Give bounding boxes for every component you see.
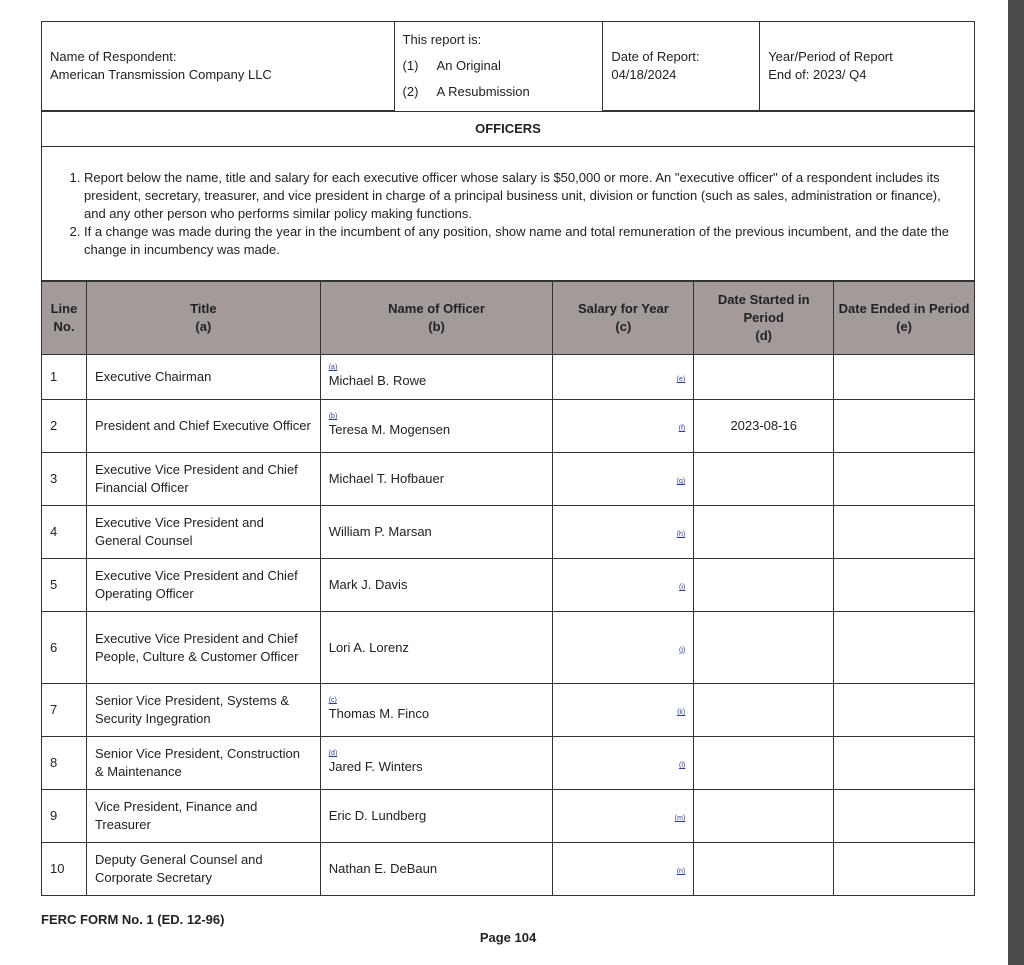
officer-name: Jared F. Winters	[328, 759, 423, 774]
footnote-link[interactable]: (c)	[328, 697, 337, 704]
footnote-link[interactable]: (a)	[328, 364, 338, 371]
period-cell	[760, 22, 975, 112]
officer-name: Teresa M. Mogensen	[328, 422, 451, 437]
line-number: 9	[42, 790, 87, 843]
officer-name-cell	[320, 790, 553, 843]
col-header-line: Line No.	[42, 282, 87, 355]
salary-cell	[553, 612, 694, 684]
officer-title: Executive Vice President and Chief Financial Officer	[86, 453, 320, 506]
report-header	[41, 21, 975, 112]
line-number: 7	[42, 684, 87, 737]
footnote-link[interactable]: (g)	[676, 478, 686, 485]
period-label: Year/Period of Report	[768, 49, 893, 64]
col-header-title: Title (a)	[86, 282, 320, 355]
salary-cell	[553, 737, 694, 790]
salary-cell	[553, 843, 694, 896]
table-row	[42, 400, 975, 453]
date-ended	[834, 684, 975, 737]
col-header-date-ended: Date Ended in Period (e)	[834, 282, 975, 355]
date-started	[694, 506, 834, 559]
date-ended	[834, 506, 975, 559]
line-number: 10	[42, 843, 87, 896]
officer-name: Mark J. Davis	[328, 577, 408, 592]
officer-title: Vice President, Finance and Treasurer	[86, 790, 320, 843]
col-header-salary: Salary for Year (c)	[553, 282, 694, 355]
officer-title: Executive Vice President and Chief People, Culture & Customer Officer	[86, 612, 320, 684]
footnote-link[interactable]: (i)	[679, 584, 686, 591]
officer-name: Nathan E. DeBaun	[328, 861, 438, 876]
date-started	[694, 684, 834, 737]
date-started	[694, 355, 834, 400]
instructions	[41, 147, 975, 281]
report-type-cell	[394, 22, 603, 112]
officer-name-cell	[320, 843, 553, 896]
officer-name-cell	[320, 559, 553, 612]
date-ended	[834, 843, 975, 896]
table-row	[42, 684, 975, 737]
date-started	[694, 737, 834, 790]
officer-name: Lori A. Lorenz	[328, 639, 409, 655]
date-started	[694, 559, 834, 612]
line-number: 2	[42, 400, 87, 453]
option1-text: An Original	[436, 58, 501, 74]
instruction-item: 1. Report below the name, title and salary for each executive officer whose salary is $50,000 or more. An "executive officer" of a respondent includes its president, secretary, treasurer, and vice president in charge of a principal business unit, division or function (such as sales, administration or finance), and any other person who performs similar policy making functions.	[84, 169, 954, 223]
officer-name-cell	[320, 453, 553, 506]
page-number: Page 104	[479, 930, 537, 945]
section-title: OFFICERS	[41, 111, 975, 147]
officer-name: William P. Marsan	[328, 524, 432, 539]
form-footer: FERC FORM No. 1 (ED. 12-96)	[41, 912, 225, 927]
date-ended	[834, 453, 975, 506]
respondent-name: American Transmission Company LLC	[50, 67, 272, 82]
date-cell	[603, 22, 760, 112]
officer-name-cell	[320, 612, 553, 684]
option2-num: (2)	[402, 84, 419, 100]
line-number: 6	[42, 612, 87, 684]
salary-cell	[553, 453, 694, 506]
officers-table	[41, 281, 975, 896]
salary-cell	[553, 355, 694, 400]
line-number: 4	[42, 506, 87, 559]
officer-name-cell	[320, 506, 553, 559]
officer-title: Executive Vice President and Chief Operating Officer	[86, 559, 320, 612]
report-is-label: This report is:	[402, 32, 482, 48]
date-value: 04/18/2024	[611, 67, 677, 82]
table-row	[42, 453, 975, 506]
salary-cell	[553, 559, 694, 612]
option1-num: (1)	[402, 58, 419, 74]
line-number: 3	[42, 453, 87, 506]
table-header-row	[42, 282, 975, 355]
date-started	[694, 612, 834, 684]
officer-title: Deputy General Counsel and Corporate Secretary	[86, 843, 320, 896]
officer-name: Michael B. Rowe	[328, 373, 427, 388]
table-row	[42, 612, 975, 684]
col-header-date-started: Date Started in Period (d)	[694, 282, 834, 355]
officer-name: Eric D. Lundberg	[328, 808, 427, 823]
respondent-label: Name of Respondent:	[50, 49, 177, 64]
line-number: 5	[42, 559, 87, 612]
footnote-link[interactable]: (n)	[676, 868, 686, 875]
salary-cell	[553, 684, 694, 737]
salary-cell	[553, 506, 694, 559]
footnote-link[interactable]: (j)	[679, 646, 686, 654]
option2-text: A Resubmission	[436, 84, 530, 100]
date-ended	[834, 737, 975, 790]
footnote-link[interactable]: (d)	[328, 750, 338, 757]
officer-title: President and Chief Executive Officer	[86, 400, 320, 453]
table-row	[42, 559, 975, 612]
table-row	[42, 737, 975, 790]
date-ended	[834, 612, 975, 684]
officer-title: Executive Vice President and General Counsel	[86, 506, 320, 559]
col-header-name: Name of Officer (b)	[320, 282, 553, 355]
officer-name: Michael T. Hofbauer	[328, 471, 445, 486]
line-number: 1	[42, 355, 87, 400]
salary-cell	[553, 400, 694, 453]
table-row	[42, 506, 975, 559]
line-number: 8	[42, 737, 87, 790]
footnote-link[interactable]: (k)	[677, 709, 686, 716]
table-row	[42, 355, 975, 400]
officer-name: Thomas M. Finco	[328, 706, 430, 721]
respondent-cell	[42, 22, 395, 112]
viewer-edge-bar	[1008, 0, 1024, 965]
date-ended	[834, 400, 975, 453]
footnote-link[interactable]: (e)	[676, 376, 686, 383]
salary-cell	[553, 790, 694, 843]
officer-name-cell	[320, 684, 553, 737]
date-started	[694, 843, 834, 896]
date-ended	[834, 559, 975, 612]
period-value: End of: 2023/ Q4	[768, 67, 867, 82]
table-row	[42, 843, 975, 896]
officer-name-cell	[320, 355, 553, 400]
date-started: 2023-08-16	[694, 400, 834, 453]
footnote-link[interactable]: (f)	[678, 425, 686, 432]
footnote-link[interactable]: (h)	[676, 531, 686, 538]
officer-title: Senior Vice President, Construction & Maintenance	[86, 737, 320, 790]
instruction-item: 2. If a change was made during the year in the incumbent of any position, show name and total remuneration of the previous incumbent, and the date the change in incumbency was made.	[84, 223, 954, 259]
date-started	[694, 453, 834, 506]
officer-name-cell	[320, 400, 553, 453]
date-ended	[834, 790, 975, 843]
officer-name-cell	[320, 737, 553, 790]
table-row	[42, 790, 975, 843]
officer-title: Executive Chairman	[86, 355, 320, 400]
date-label: Date of Report:	[611, 49, 700, 64]
officer-title: Senior Vice President, Systems & Security Ingegration	[86, 684, 320, 737]
footnote-link[interactable]: (b)	[328, 413, 338, 420]
date-ended	[834, 355, 975, 400]
footnote-link[interactable]: (m)	[674, 815, 686, 822]
footnote-link[interactable]: (l)	[679, 762, 686, 769]
date-started	[694, 790, 834, 843]
